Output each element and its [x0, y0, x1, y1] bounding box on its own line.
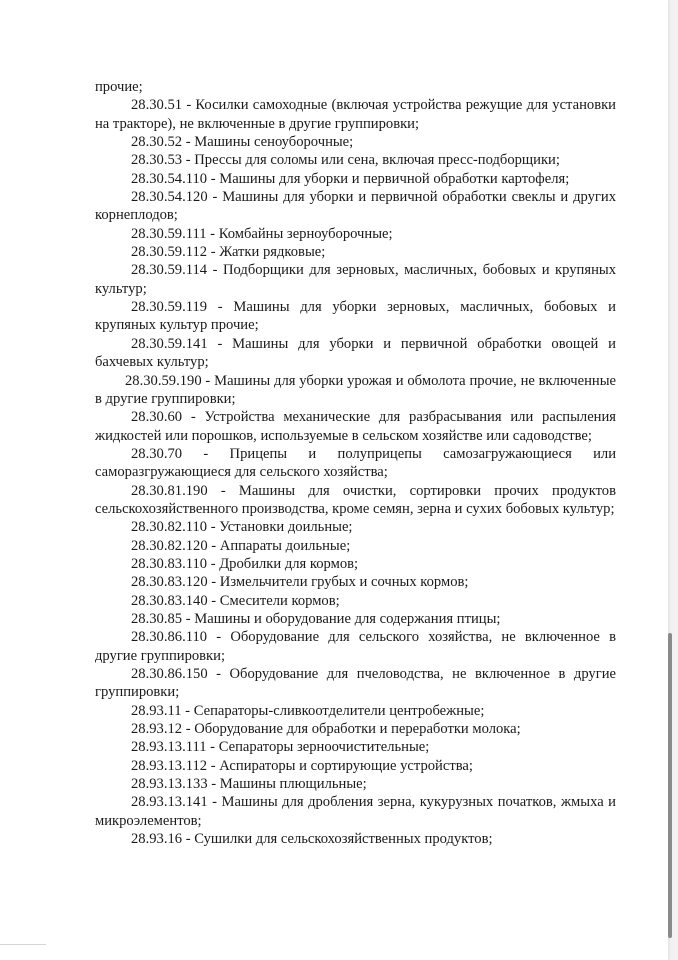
list-item: 28.30.54.110 - Машины для уборки и первичной обработки картофеля; — [131, 170, 570, 187]
list-item: 28.30.86.150 - Оборудование для пчеловодства, не включенное в другие группировки; — [95, 666, 616, 701]
list-item: 28.30.83.110 - Дробилки для кормов; — [131, 555, 359, 572]
list-item: 28.30.59.190 - Машины для уборки урожая и обмолота прочие, не включенные в другие группировки; — [95, 372, 616, 407]
list-item: 28.30.59.112 - Жатки рядковые; — [131, 244, 326, 261]
list-item: 28.30.70 - Прицепы и полуприцепы самозагружающиеся или саморазгружающиеся для сельского хозяйства; — [95, 445, 616, 481]
vertical-scrollbar[interactable] — [668, 633, 672, 938]
list-item: 28.30.82.110 - Установки доильные; — [131, 519, 353, 536]
list-item: 28.30.53 - Прессы для соломы или сена, включая пресс-подборщики; — [131, 152, 560, 169]
list-item: 28.30.54.120 - Машины для уборки и первичной обработки свеклы и других корнеплодов; — [95, 189, 616, 224]
page-edge-divider — [0, 944, 46, 945]
list-item: 28.30.81.190 - Машины для очистки, сортировки прочих продуктов сельскохозяйственного производства, кроме семян, зерна и сухих бобовых культур; — [95, 482, 616, 517]
list-item: 28.93.13.112 - Аспираторы и сортирующие устройства; — [131, 757, 473, 774]
document-body — [95, 78, 616, 848]
list-item: 28.30.59.141 - Машины для уборки и первичной обработки овощей и бахчевых культур; — [95, 335, 616, 371]
list-item: 28.30.83.120 - Измельчители грубых и сочных кормов; — [131, 574, 469, 591]
list-item: 28.93.13.111 - Сепараторы зерноочистительные; — [131, 739, 430, 756]
list-item: 28.30.85 - Машины и оборудование для содержания птицы; — [131, 610, 501, 627]
list-item: 28.30.60 - Устройства механические для разбрасывания или распыления жидкостей или порошков, используемые в сельском хозяйстве или садоводстве; — [95, 409, 616, 444]
list-item: 28.93.13.133 - Машины плющильные; — [131, 776, 367, 793]
list-item: 28.30.59.119 - Машины для уборки зерновых, масличных, бобовых и крупяных культур прочие; — [95, 299, 616, 334]
list-item: 28.30.83.140 - Смесители кормов; — [131, 592, 340, 609]
list-item: 28.93.12 - Оборудование для обработки и переработки молока; — [131, 721, 521, 738]
list-item: 28.93.16 - Сушилки для сельскохозяйственных продуктов; — [131, 831, 493, 848]
list-item: 28.30.59.114 - Подборщики для зерновых, масличных, бобовых и крупяных культур; — [95, 262, 616, 297]
list-item: 28.30.86.110 - Оборудование для сельского хозяйства, не включенное в другие группировки; — [95, 629, 616, 664]
list-item: 28.30.59.111 - Комбайны зерноуборочные; — [131, 225, 393, 242]
paragraph-continuation: прочие; — [95, 79, 143, 95]
list-item: 28.30.82.120 - Аппараты доильные; — [131, 537, 351, 554]
list-item: 28.30.51 - Косилки самоходные (включая устройства режущие для установки на тракторе), не включенные в другие группировки; — [95, 97, 616, 132]
list-item: 28.30.52 - Машины сеноуборочные; — [131, 134, 354, 151]
list-item: 28.93.13.141 - Машины для дробления зерна, кукурузных початков, жмыха и микроэлементов; — [95, 794, 616, 829]
list-item: 28.93.11 - Сепараторы-сливкоотделители центробежные; — [131, 702, 485, 719]
